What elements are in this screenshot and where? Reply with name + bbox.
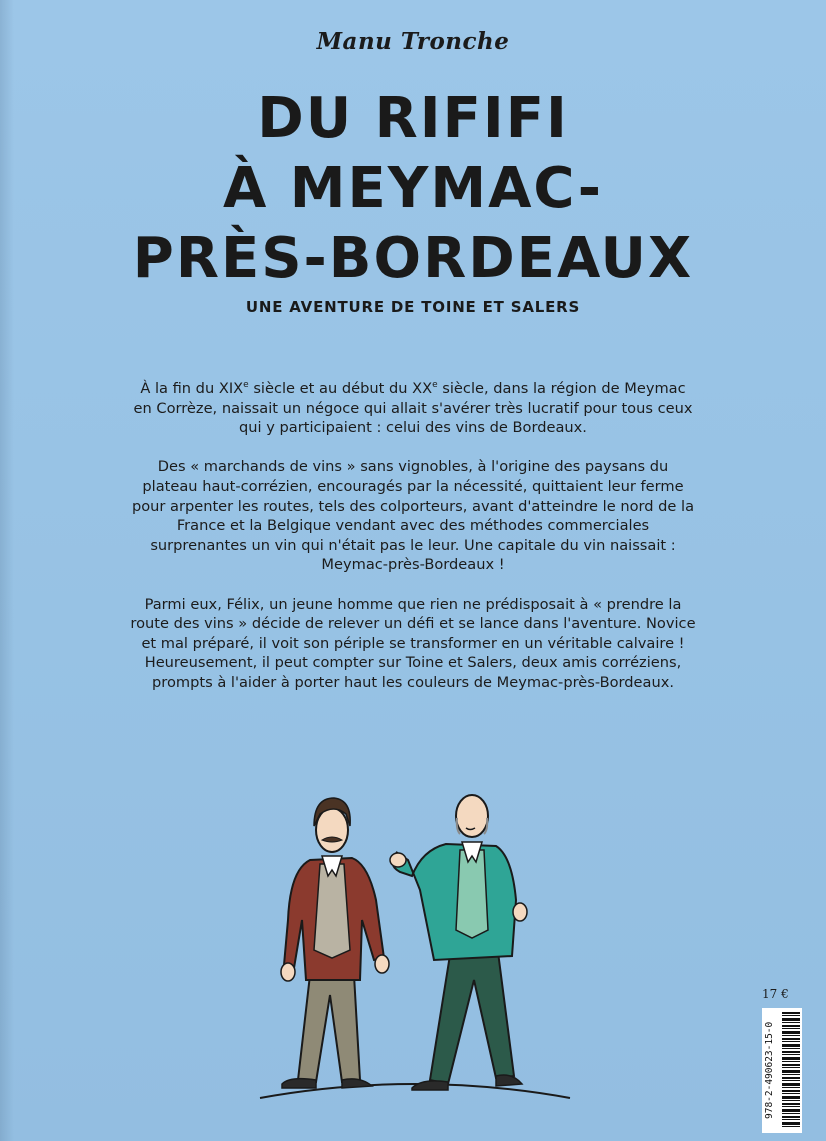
title-line-1: DU RIFIFI xyxy=(257,86,569,151)
price-label: 17 € xyxy=(762,987,789,1001)
title-line-3: PRÈS-BORDEAUX xyxy=(132,226,694,291)
blurb-paragraph-1 xyxy=(130,379,696,438)
man-in-brown-jacket xyxy=(281,798,389,1088)
superscript: e xyxy=(243,380,249,391)
blurb-text: À la fin du XIX xyxy=(140,380,244,397)
book-title xyxy=(0,84,826,294)
superscript: e xyxy=(432,380,438,391)
blurb-text: siècle et au début du XX xyxy=(248,380,433,397)
isbn-number: 978-2-490623-15-0 xyxy=(764,1021,775,1120)
characters-illustration xyxy=(250,780,580,1125)
series-subtitle: UNE AVENTURE DE TOINE ET SALERS xyxy=(245,298,581,316)
blurb-paragraph-3: Parmi eux, Félix, un jeune homme que rien ne prédisposait à « prendre la route des vins » décide de relever un défi et se lance dans l'aventure. Novice et mal préparé, il voit son périple se transformer en un véritable calvaire ! Heureusement, il peut compter sur Toine et Salers, deux amis corréziens, prompts à l'aider à porter haut les couleurs de Meymac-près-Bordeaux. xyxy=(130,595,696,691)
blurb-text: siècle, dans la région de Meymac en Corrèze, naissait un négoce qui allait s'avérer très lucratif pour tous ceux qui y participaient : celui des vins de Bordeaux. xyxy=(133,380,693,437)
barcode-bars xyxy=(782,1012,800,1129)
blurb-paragraph-2: Des « marchands de vins » sans vignobles, à l'origine des paysans du plateau haut-corrézien, encouragés par la nécessité, quittaient leur ferme pour arpenter les routes, tels des colporteurs, avant d'atteindre le nord de la France et la Belgique vendant avec des méthodes commerciales surprenantes un vin qui n'était pas le leur. Une capitale du vin naissait : Meymac-près-Bordeaux ! xyxy=(131,458,695,574)
man-in-teal-jacket xyxy=(390,795,527,1090)
isbn-barcode xyxy=(762,1008,802,1133)
back-cover-blurb xyxy=(130,379,696,712)
title-line-2: À MEYMAC- xyxy=(222,156,604,221)
author-name: Manu Tronche xyxy=(316,28,510,55)
